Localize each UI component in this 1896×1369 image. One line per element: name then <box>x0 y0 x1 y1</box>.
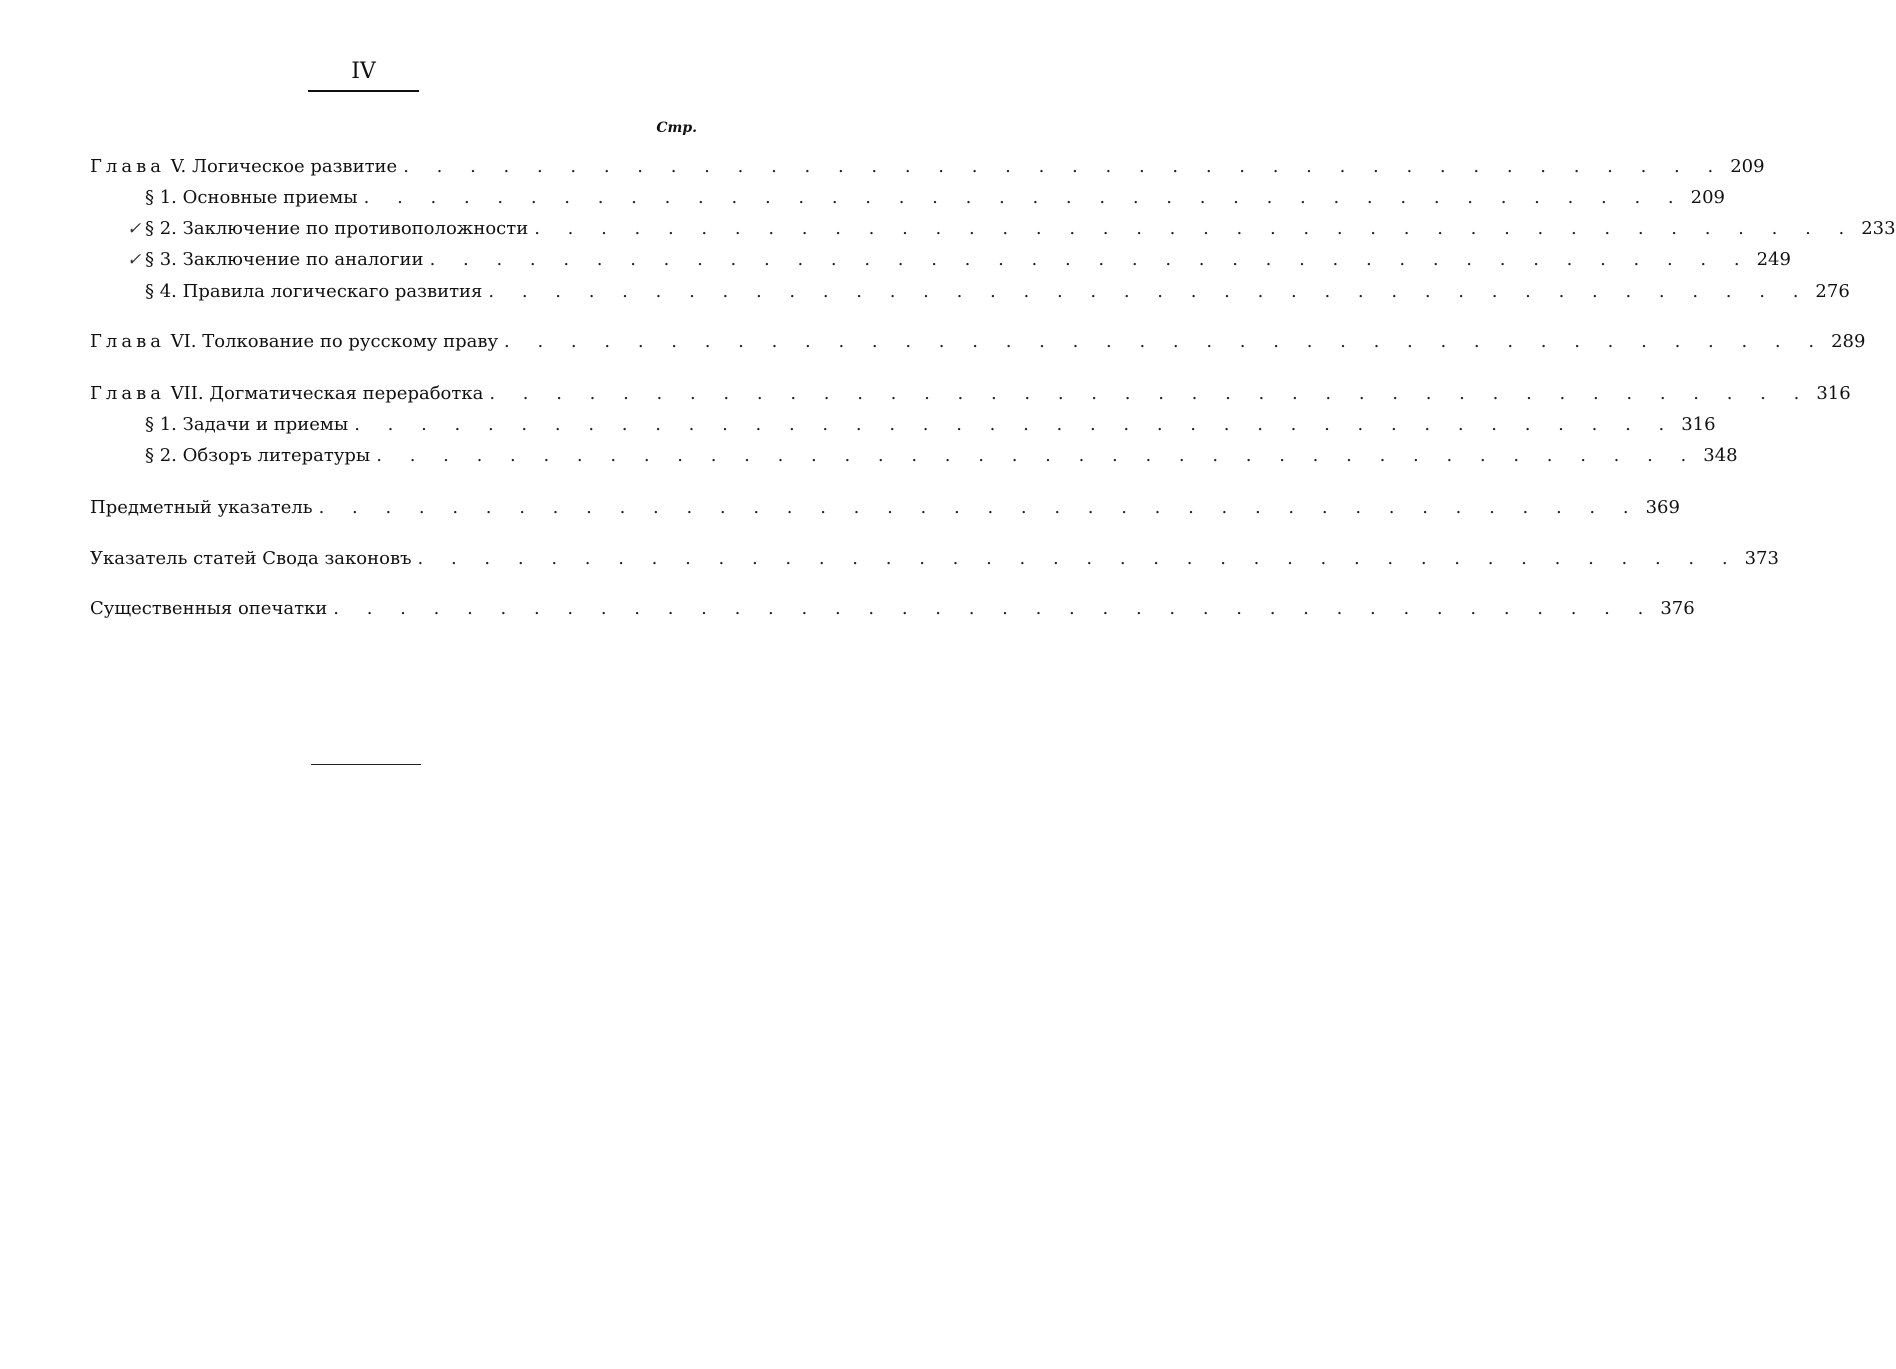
toc-entry-ch7-section-1 <box>145 411 1716 439</box>
toc-entry-ch5-section-2 <box>145 215 1896 243</box>
toc-title: § 3. Заключение по аналогии <box>145 249 424 270</box>
toc-title: § 2. Обзоръ литературы <box>145 445 371 466</box>
handwritten-check-mark: ✓ <box>127 250 142 270</box>
toc-page-number: 316 <box>1816 383 1851 404</box>
toc-page-number: 373 <box>1744 548 1779 569</box>
toc-entry-code-articles-index <box>90 545 1779 573</box>
toc-page-number: 289 <box>1831 331 1866 352</box>
toc-entry-ch5-section-4 <box>145 278 1850 306</box>
dot-leader: . . . . . . . . . . . . . . . . . . . . . . . . . . . . . . . . . . . . . . . . <box>363 187 1685 208</box>
toc-page-number: 249 <box>1756 249 1791 270</box>
page-column-header: Стр. <box>656 120 697 136</box>
toc-entry-ch5-section-3 <box>145 246 1791 274</box>
dot-leader: . . . . . . . . . . . . . . . . . . . . . . . . . . . . . . . . . . . . . . . . <box>504 331 1826 352</box>
chapter-label: Глава <box>90 156 165 177</box>
toc-page-number: 369 <box>1645 497 1680 518</box>
toc-page-number: 316 <box>1681 414 1716 435</box>
toc-title: VII. Догматическая переработка <box>170 383 484 404</box>
dot-leader: . . . . . . . . . . . . . . . . . . . . . . . . . . . . . . . . . . . . . . . . <box>429 249 1751 270</box>
toc-entry-subject-index <box>90 494 1680 522</box>
toc-title: V. Логическое развитие <box>170 156 398 177</box>
dot-leader: . . . . . . . . . . . . . . . . . . . . . . . . . . . . . . . . . . . . . . . . <box>376 445 1698 466</box>
toc-entry-errata <box>90 595 1695 623</box>
toc-page-number: 276 <box>1815 281 1850 302</box>
toc-entry-chapter-5 <box>90 153 1765 181</box>
page-number: IV <box>351 59 376 84</box>
toc-page-number: 376 <box>1660 598 1695 619</box>
toc-title: § 1. Основные приемы <box>145 187 358 208</box>
toc-page-number: 209 <box>1730 156 1765 177</box>
bottom-rule <box>311 764 421 765</box>
toc-title: Существенныя опечатки <box>90 598 328 619</box>
toc-page-number: 348 <box>1703 445 1738 466</box>
chapter-label: Глава <box>90 331 165 352</box>
dot-leader: . . . . . . . . . . . . . . . . . . . . . . . . . . . . . . . . . . . . . . . . <box>354 414 1676 435</box>
toc-entry-chapter-7 <box>90 380 1851 408</box>
toc-entry-ch7-section-2 <box>145 442 1738 470</box>
toc-title: Указатель статей Свода законовъ <box>90 548 412 569</box>
dot-leader: . . . . . . . . . . . . . . . . . . . . . . . . . . . . . . . . . . . . . . . . <box>333 598 1655 619</box>
toc-entry-chapter-6 <box>90 328 1866 356</box>
toc-entry-ch5-section-1 <box>145 184 1725 212</box>
dot-leader: . . . . . . . . . . . . . . . . . . . . . . . . . . . . . . . . . . . . . . . . <box>318 497 1640 518</box>
dot-leader: . . . . . . . . . . . . . . . . . . . . . . . . . . . . . . . . . . . . . . . . <box>489 383 1811 404</box>
dot-leader: . . . . . . . . . . . . . . . . . . . . . . . . . . . . . . . . . . . . . . . . <box>417 548 1739 569</box>
toc-title: VI. Толкование по русскому праву <box>170 331 499 352</box>
toc-title: Предметный указатель <box>90 497 313 518</box>
toc-title: § 2. Заключение по противоположности <box>145 218 529 239</box>
toc-page-number: 233 <box>1861 218 1896 239</box>
handwritten-check-mark: ✓ <box>127 219 142 239</box>
chapter-label: Глава <box>90 383 165 404</box>
toc-title: § 4. Правила логическаго развития <box>145 281 483 302</box>
dot-leader: . . . . . . . . . . . . . . . . . . . . . . . . . . . . . . . . . . . . . . . . <box>534 218 1856 239</box>
top-rule <box>308 90 419 92</box>
dot-leader: . . . . . . . . . . . . . . . . . . . . . . . . . . . . . . . . . . . . . . . . <box>403 156 1725 177</box>
dot-leader: . . . . . . . . . . . . . . . . . . . . . . . . . . . . . . . . . . . . . . . . <box>488 281 1810 302</box>
toc-title: § 1. Задачи и приемы <box>145 414 349 435</box>
toc-page-number: 209 <box>1690 187 1725 208</box>
